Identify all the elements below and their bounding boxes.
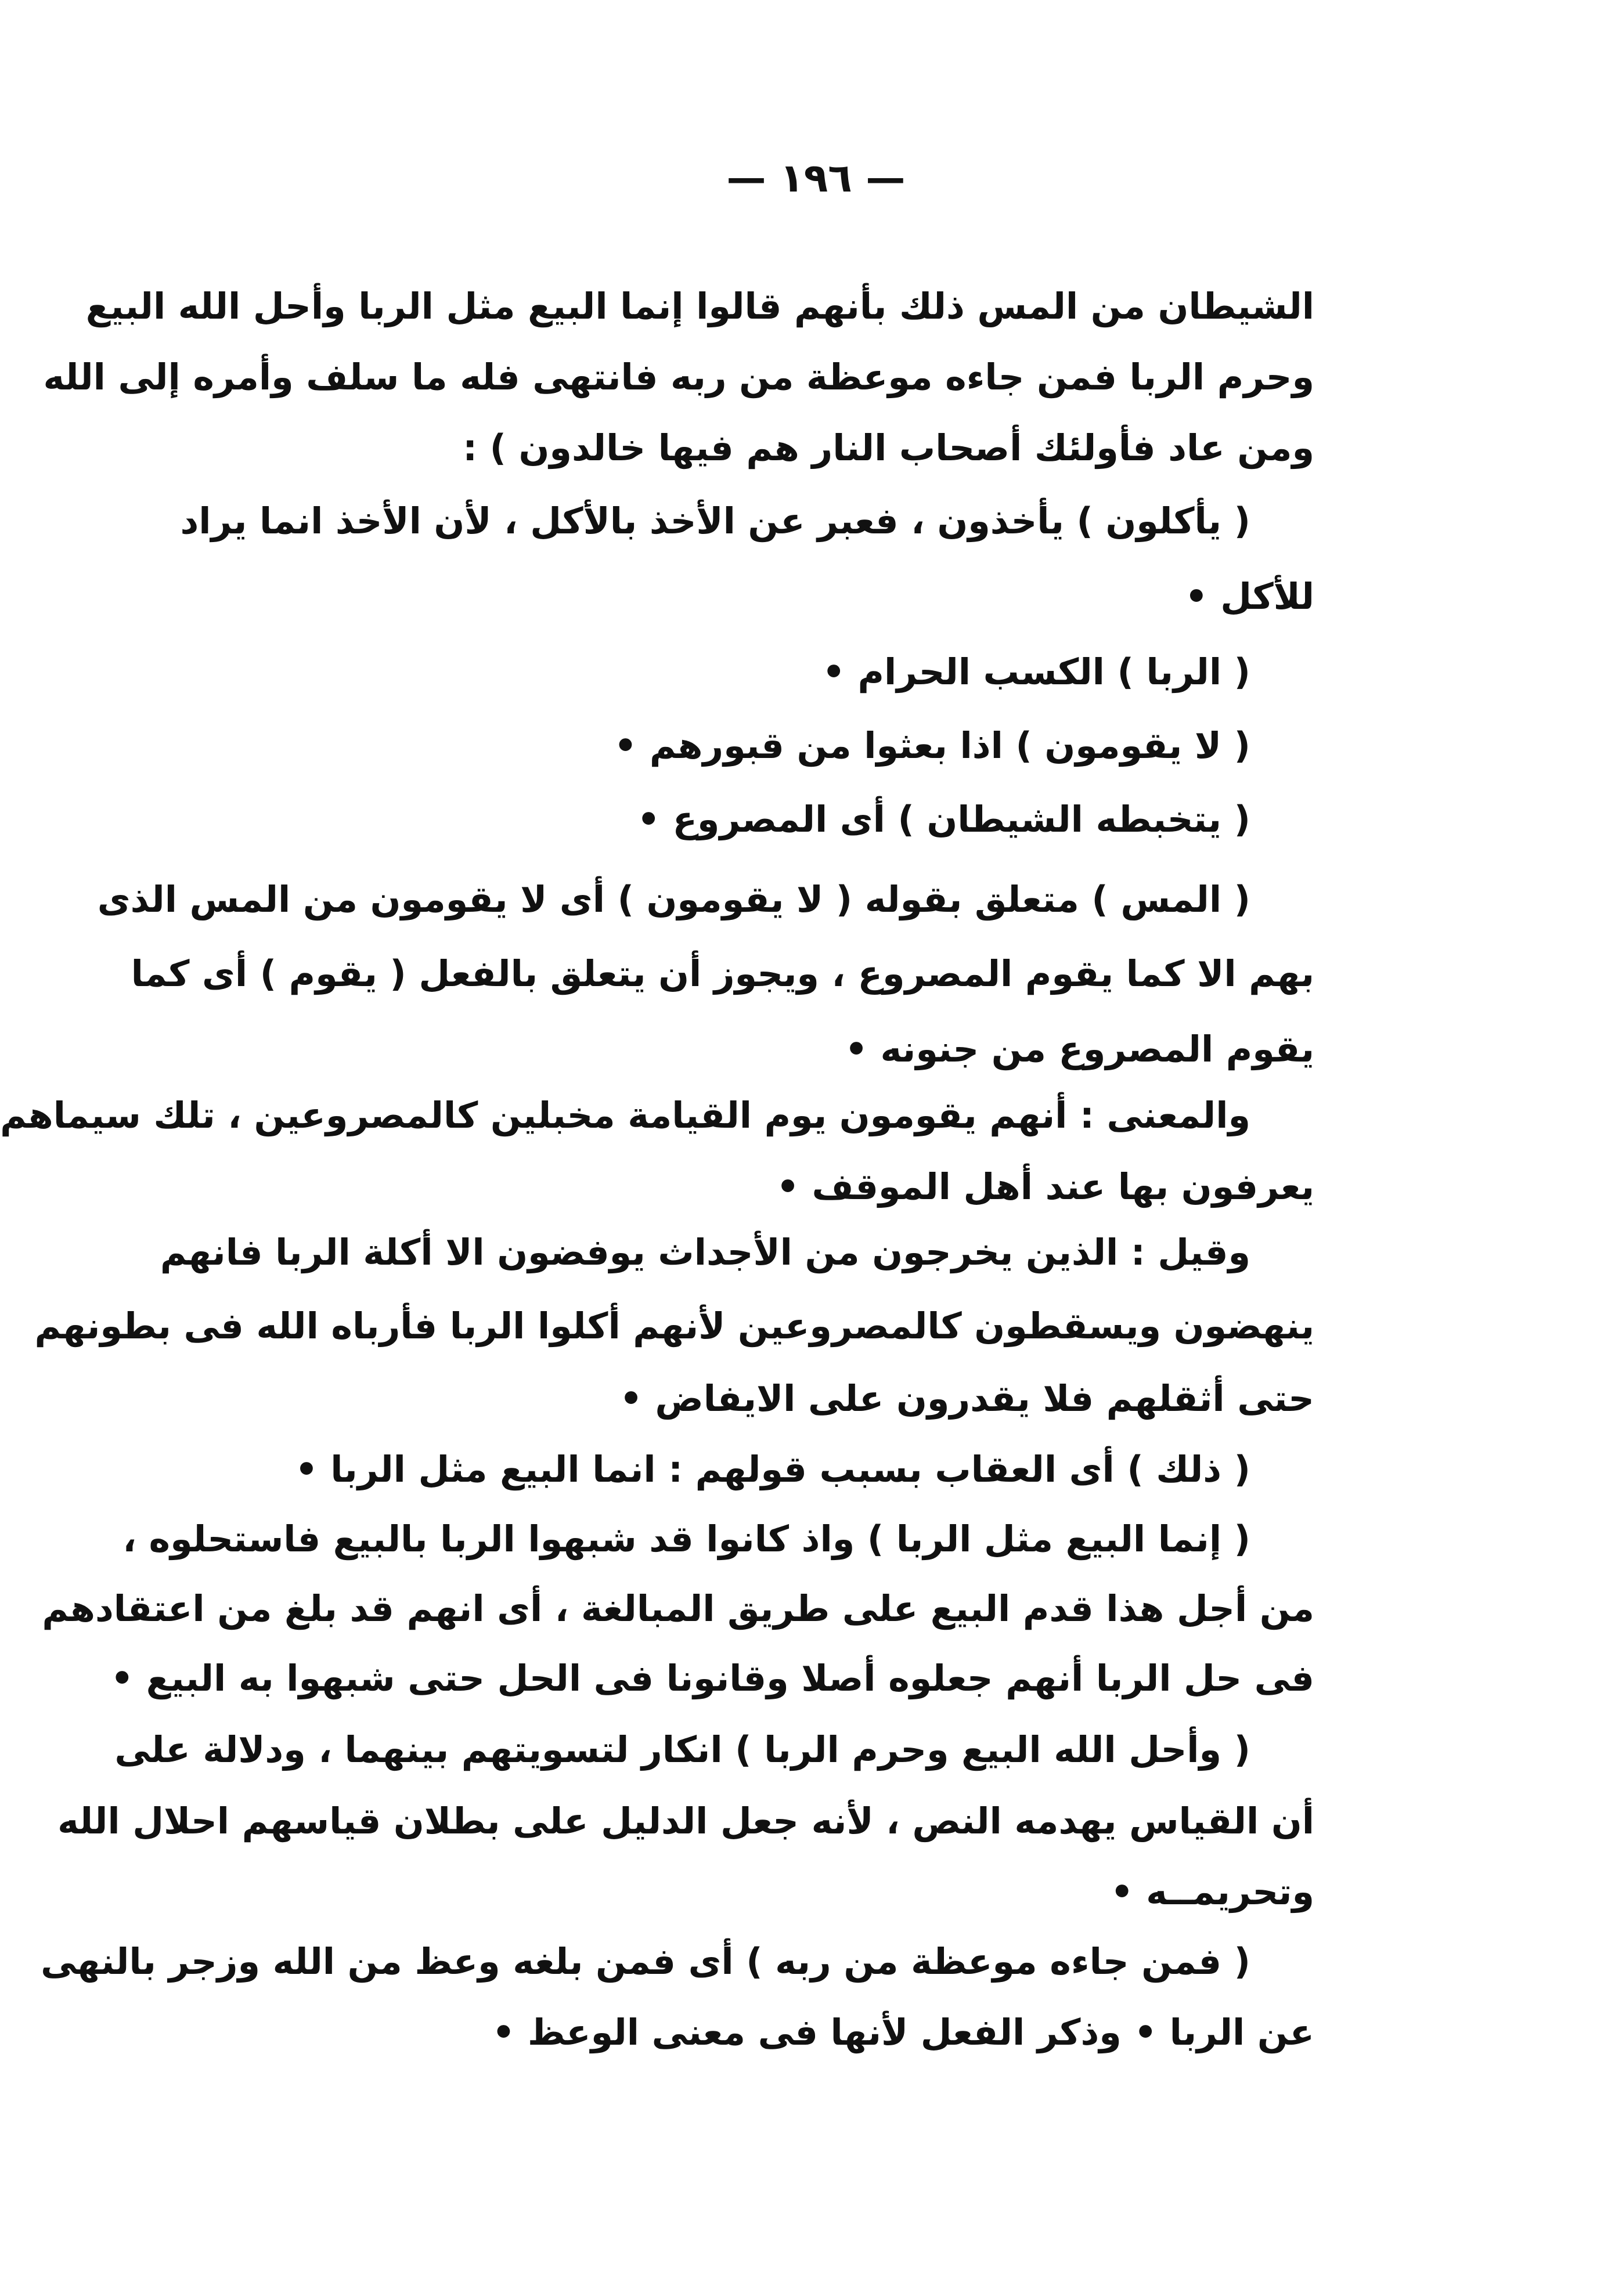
- page-number: — ١٩٦ —: [726, 156, 906, 201]
- text-line-3: ومن عاد فأولئك أصحاب النار هم فيها خالدون ) :: [463, 427, 1314, 469]
- text-line-15: ينهضون ويسقطون كالمصروعين لأنهم أكلوا الربا فأرباه الله فى بطونهم: [34, 1305, 1314, 1347]
- text-line-8: ( يتخبطه الشيطان ) أى المصروع •: [637, 798, 1250, 840]
- text-line-7: ( لا يقومون ) اذا بعثوا من قبورهم •: [614, 724, 1250, 767]
- text-line-10: بهم الا كما يقوم المصروع ، ويجوز أن يتعلق بالفعل ( يقوم ) أى كما: [131, 952, 1314, 995]
- text-line-20: فى حل الربا أنهم جعلوه أصلا وقانونا فى الحل حتى شبهوا به البيع •: [110, 1657, 1314, 1699]
- text-line-19: من أجل هذا قدم البيع على طريق المبالغة ، أى انهم قد بلغ من اعتقادهم: [42, 1587, 1314, 1630]
- text-line-1: الشيطان من المس ذلك بأنهم قالوا إنما البيع مثل الربا وأحل الله البيع: [85, 285, 1314, 327]
- text-line-5: للأكل •: [1185, 575, 1314, 618]
- text-line-9: ( المس ) متعلق بقوله ( لا يقومون ) أى لا يقومون من المس الذى: [97, 878, 1250, 920]
- text-line-24: ( فمن جاءه موعظة من ربه ) أى فمن بلغه وعظ من الله وزجر بالنهى: [41, 1940, 1250, 1983]
- text-line-17: ( ذلك ) أى العقاب بسبب قولهم : انما البيع مثل الربا •: [295, 1448, 1250, 1490]
- text-line-21: ( وأحل الله البيع وحرم الربا ) انكار لتسويتهم بينهما ، ودلالة على: [114, 1728, 1250, 1771]
- text-line-6: ( الربا ) الكسب الحرام •: [822, 651, 1250, 693]
- text-line-13: يعرفون بها عند أهل الموقف •: [776, 1165, 1314, 1208]
- text-line-23: وتحريمــه •: [1110, 1871, 1314, 1913]
- text-line-12: والمعنى : أنهم يقومون يوم القيامة مخبلين كالمصروعين ، تلك سيماهم: [0, 1094, 1250, 1136]
- text-line-14: وقيل : الذين يخرجون من الأجداث يوفضون الا أكلة الربا فانهم: [160, 1231, 1250, 1273]
- text-line-18: ( إنما البيع مثل الربا ) واذ كانوا قد شبهوا الربا بالبيع فاستحلوه ،: [122, 1518, 1250, 1560]
- text-line-2: وحرم الربا فمن جاءه موعظة من ربه فانتهى فله ما سلف وأمره إلى الله: [43, 356, 1314, 398]
- text-line-22: أن القياس يهدمه النص ، لأنه جعل الدليل على بطلان قياسهم احلال الله: [57, 1800, 1314, 1842]
- text-line-16: حتى أثقلهم فلا يقدرون على الايفاض •: [619, 1377, 1314, 1420]
- text-line-4: ( يأكلون ) يأخذون ، فعبر عن الأخذ بالأكل ، لأن الأخذ انما يراد: [180, 500, 1250, 542]
- text-line-25: عن الربا • وذكر الفعل لأنها فى معنى الوعظ •: [492, 2011, 1314, 2053]
- text-line-11: يقوم المصروع من جنونه •: [845, 1028, 1314, 1070]
